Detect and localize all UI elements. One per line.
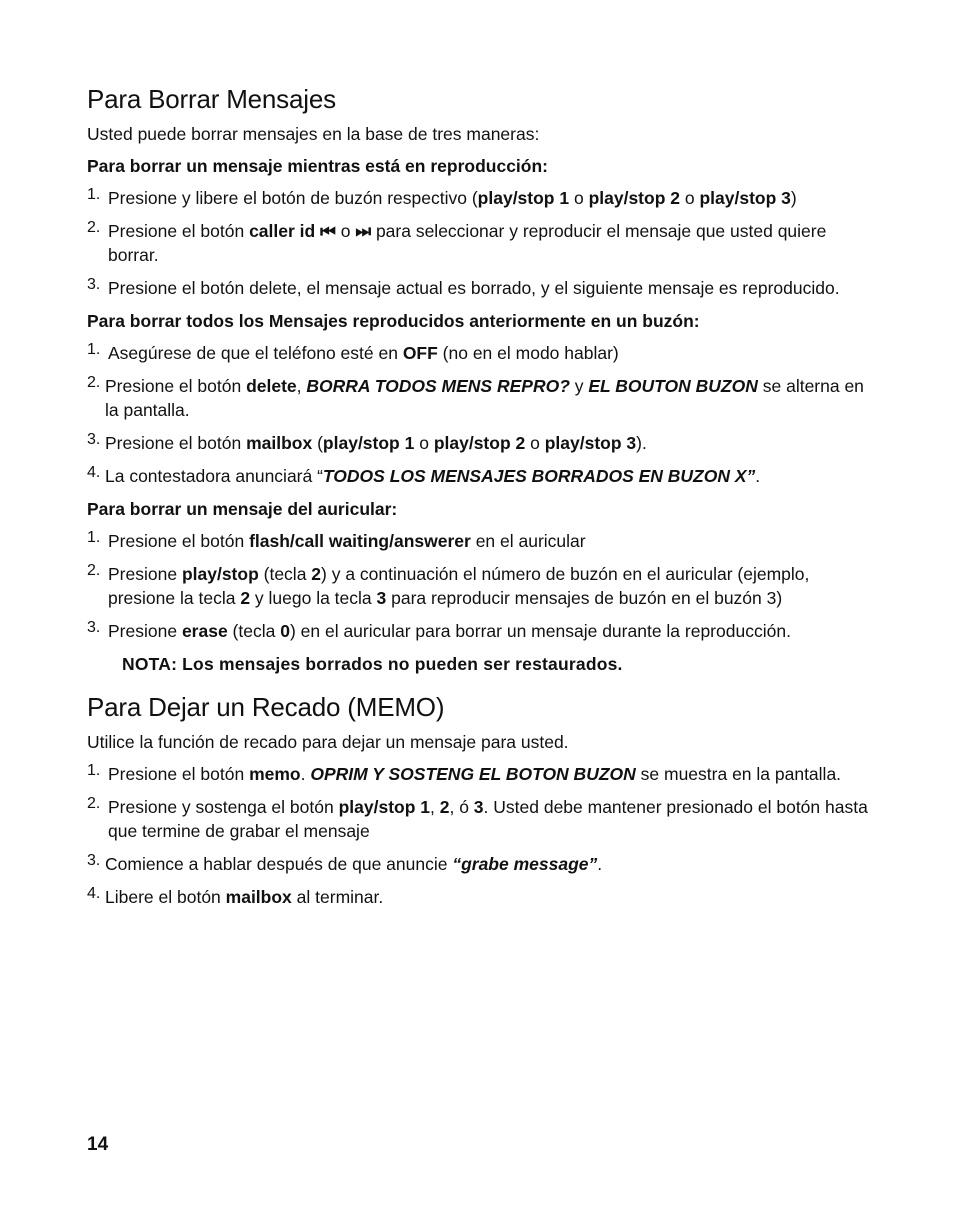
page-number: 14 — [87, 1134, 109, 1155]
item-text: Presione el botón memo. OPRIM Y SOSTENG EL BOTON BUZON se muestra en la pantalla. — [108, 764, 842, 784]
list-item — [87, 529, 877, 553]
list-item — [87, 562, 877, 610]
list-item — [87, 341, 877, 365]
list-item — [87, 374, 877, 422]
item-number: 3. — [87, 619, 101, 636]
item-text: Comience a hablar después de que anuncie “grabe message”. — [105, 854, 603, 874]
item-text: Presione y libere el botón de buzón respectivo (play/stop 1 o play/stop 2 o play/stop 3) — [108, 188, 797, 208]
item-text: Presione erase (tecla 0) en el auricular para borrar un mensaje durante la reproducción. — [108, 621, 791, 641]
list-item — [87, 276, 877, 300]
item-text: La contestadora anunciará “TODOS LOS MENSAJES BORRADOS EN BUZON X”. — [105, 466, 761, 486]
item-number: 2. — [87, 562, 101, 579]
section-intro: Utilice la función de recado para dejar un mensaje para usted. — [87, 732, 569, 752]
section-intro: Usted puede borrar mensajes en la base de tres maneras: — [87, 124, 540, 144]
item-number: 2. — [87, 795, 101, 812]
item-number: 1. — [87, 186, 101, 203]
item-number: 2. — [87, 219, 101, 236]
list-item — [87, 852, 877, 876]
item-text: Asegúrese de que el teléfono esté en OFF (no en el modo hablar) — [108, 343, 619, 363]
item-text: Presione el botón caller id ⏮ o ⏭ para seleccionar y reproducir el mensaje que usted quiere borrar. — [108, 221, 827, 265]
skip-forward-icon: ⏭ — [355, 221, 372, 241]
section-title-borrar: Para Borrar Mensajes — [87, 84, 336, 114]
item-number: 3. — [87, 431, 101, 448]
item-text: Presione play/stop (tecla 2) y a continuación el número de buzón en el auricular (ejemplo, presione la tecla 2 y luego la tecla 3 para reproducir mensajes de buzón en el buzón 3) — [108, 564, 810, 608]
subheading-reproduccion: Para borrar un mensaje mientras está en reproducción: — [87, 156, 548, 176]
item-text: Presione el botón delete, BORRA TODOS MENS REPRO? y EL BOUTON BUZON se alterna en la pantalla. — [105, 376, 864, 420]
list-item — [87, 795, 877, 843]
list-item — [87, 219, 877, 267]
item-number: 1. — [87, 529, 101, 546]
list-item — [87, 619, 877, 643]
list-item — [87, 762, 877, 786]
note: NOTA: Los mensajes borrados no pueden ser restaurados. — [122, 654, 623, 674]
list-item — [87, 885, 877, 909]
item-text: Libere el botón mailbox al terminar. — [105, 887, 384, 907]
item-number: 2. — [87, 374, 101, 391]
item-text: Presione el botón flash/call waiting/answerer en el auricular — [108, 531, 586, 551]
item-number: 4. — [87, 464, 101, 481]
item-number: 3. — [87, 852, 101, 869]
manual-page — [87, 82, 877, 918]
subheading-auricular: Para borrar un mensaje del auricular: — [87, 499, 398, 519]
list-item — [87, 464, 877, 488]
item-number: 3. — [87, 276, 101, 293]
item-number: 1. — [87, 341, 101, 358]
list-item — [87, 431, 877, 455]
item-text: Presione y sostenga el botón play/stop 1, 2, ó 3. Usted debe mantener presionado el botón hasta que termine de grabar el mensaje — [108, 797, 868, 841]
item-text: Presione el botón delete, el mensaje actual es borrado, y el siguiente mensaje es reproducido. — [108, 278, 840, 298]
subheading-todos: Para borrar todos los Mensajes reproducidos anteriormente en un buzón: — [87, 311, 700, 331]
section-title-memo: Para Dejar un Recado (MEMO) — [87, 692, 445, 722]
item-number: 4. — [87, 885, 101, 902]
item-text: Presione el botón mailbox (play/stop 1 o play/stop 2 o play/stop 3). — [105, 433, 647, 453]
item-number: 1. — [87, 762, 101, 779]
list-item — [87, 186, 877, 210]
skip-back-icon: ⏮ — [320, 221, 336, 241]
